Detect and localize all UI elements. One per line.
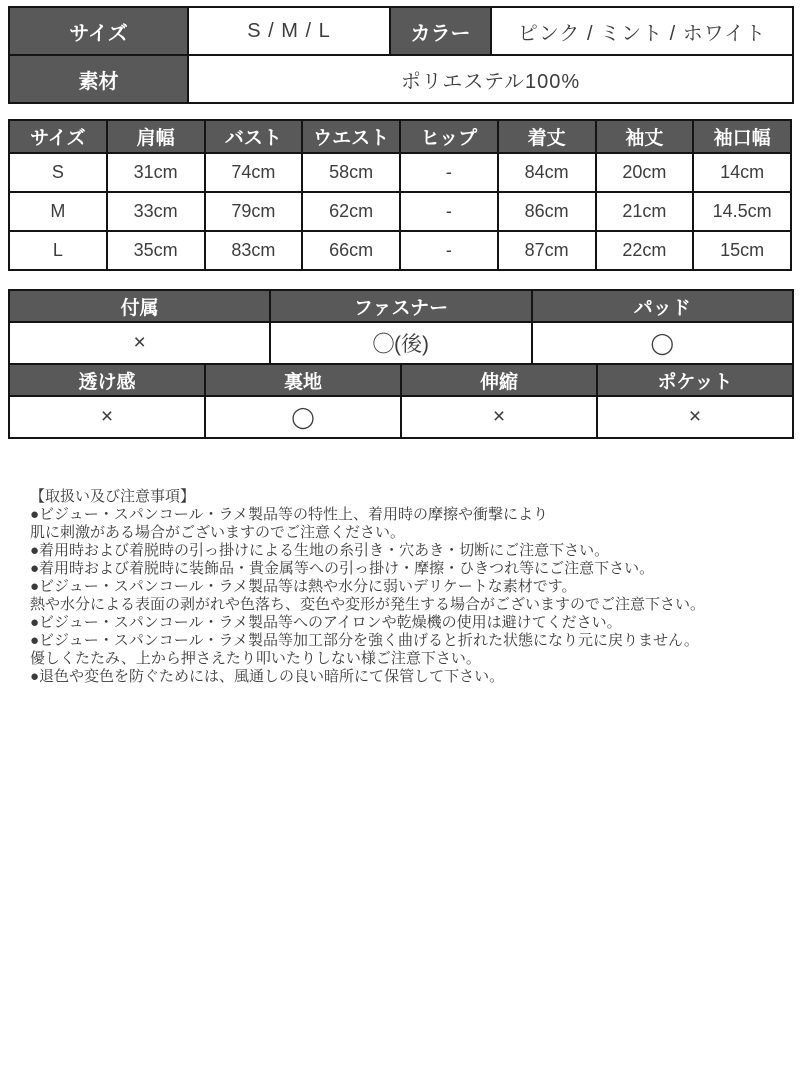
care-note-line: 肌に刺激がある場合がございますのでご注意ください。	[30, 524, 406, 541]
attachment-value: ×	[9, 322, 270, 364]
summary-row-material	[9, 55, 793, 103]
cell-waist: 58cm	[302, 153, 400, 192]
cell-sleeve: 20cm	[596, 153, 694, 192]
cell-size: L	[9, 231, 107, 270]
fastener-value: ◯(後)	[270, 322, 531, 364]
cell-cuff: 14.5cm	[693, 192, 791, 231]
care-note-line: ●ビジュー・スパンコール・ラメ製品等は熱や水分に弱いデリケートな素材です。	[30, 578, 577, 595]
cell-sleeve: 21cm	[596, 192, 694, 231]
cell-waist: 66cm	[302, 231, 400, 270]
care-note-line: ●着用時および着脱時の引っ掛けによる生地の糸引き・穴あき・切断にご注意下さい。	[30, 542, 610, 559]
col-header-shoulder: 肩幅	[107, 120, 205, 153]
size-chart-table	[8, 119, 792, 271]
size-chart-row-m	[9, 192, 791, 231]
attachment-label: 付属	[9, 290, 270, 322]
col-header-waist: ウエスト	[302, 120, 400, 153]
col-header-bust: バスト	[205, 120, 303, 153]
cell-bust: 79cm	[205, 192, 303, 231]
color-label: カラー	[390, 7, 491, 55]
cell-length: 84cm	[498, 153, 596, 192]
size-chart-row-s	[9, 153, 791, 192]
cell-waist: 62cm	[302, 192, 400, 231]
pocket-value: ×	[597, 396, 793, 438]
sheerness-value: ×	[9, 396, 205, 438]
cell-length: 86cm	[498, 192, 596, 231]
features-header-row-2	[9, 364, 793, 396]
material-value: ポリエステル100%	[188, 55, 793, 103]
cell-cuff: 14cm	[693, 153, 791, 192]
cell-shoulder: 31cm	[107, 153, 205, 192]
cell-bust: 74cm	[205, 153, 303, 192]
size-chart-header-row	[9, 120, 791, 153]
stretch-label: 伸縮	[401, 364, 597, 396]
size-chart-row-l	[9, 231, 791, 270]
cell-cuff: 15cm	[693, 231, 791, 270]
care-note-line: ●着用時および着脱時に装飾品・貴金属等への引っ掛け・摩擦・ひきつれ等にご注意下さい。	[30, 560, 655, 577]
cell-size: S	[9, 153, 107, 192]
features-value-row-2	[9, 396, 793, 438]
cell-shoulder: 35cm	[107, 231, 205, 270]
fastener-label: ファスナー	[270, 290, 531, 322]
features-header-row-1	[9, 290, 793, 322]
col-header-length: 着丈	[498, 120, 596, 153]
material-label: 素材	[9, 55, 188, 103]
cell-hip: -	[400, 231, 498, 270]
spec-summary-table	[8, 6, 794, 104]
cell-shoulder: 33cm	[107, 192, 205, 231]
pocket-label: ポケット	[597, 364, 793, 396]
cell-length: 87cm	[498, 231, 596, 270]
col-header-hip: ヒップ	[400, 120, 498, 153]
color-value: ピンク / ミント / ホワイト	[491, 7, 793, 55]
cell-hip: -	[400, 192, 498, 231]
care-note-line: ●退色や変色を防ぐためには、風通しの良い暗所にて保管して下さい。	[30, 668, 505, 685]
care-note-line: ●ビジュー・スパンコール・ラメ製品等の特性上、着用時の摩擦や衝撃により	[30, 506, 549, 523]
features-value-row-1	[9, 322, 793, 364]
lining-value: ◯	[205, 396, 401, 438]
cell-sleeve: 22cm	[596, 231, 694, 270]
care-notes-title: 【取扱い及び注意事項】	[30, 488, 196, 505]
size-value: S / M / L	[188, 7, 390, 55]
care-note-line: ●ビジュー・スパンコール・ラメ製品等加工部分を強く曲げると折れた状態になり元に戻りません。	[30, 632, 699, 649]
cell-size: M	[9, 192, 107, 231]
col-header-sleeve: 袖丈	[596, 120, 694, 153]
cell-bust: 83cm	[205, 231, 303, 270]
features-table	[8, 289, 794, 439]
summary-row-size-color	[9, 7, 793, 55]
cell-hip: -	[400, 153, 498, 192]
col-header-cuff: 袖口幅	[693, 120, 791, 153]
care-notes	[8, 488, 792, 686]
col-header-size: サイズ	[9, 120, 107, 153]
lining-label: 裏地	[205, 364, 401, 396]
care-note-line: 優しくたたみ、上から押さえたり叩いたりしない様ご注意下さい。	[30, 650, 481, 667]
sheerness-label: 透け感	[9, 364, 205, 396]
pad-value: ◯	[532, 322, 793, 364]
care-note-line: 熱や水分による表面の剥がれや色落ち、変色や変形が発生する場合がございますのでご注意下さい。	[30, 596, 706, 613]
pad-label: パッド	[532, 290, 793, 322]
stretch-value: ×	[401, 396, 597, 438]
care-note-line: ●ビジュー・スパンコール・ラメ製品等へのアイロンや乾燥機の使用は避けてください。	[30, 614, 622, 631]
size-label: サイズ	[9, 7, 188, 55]
